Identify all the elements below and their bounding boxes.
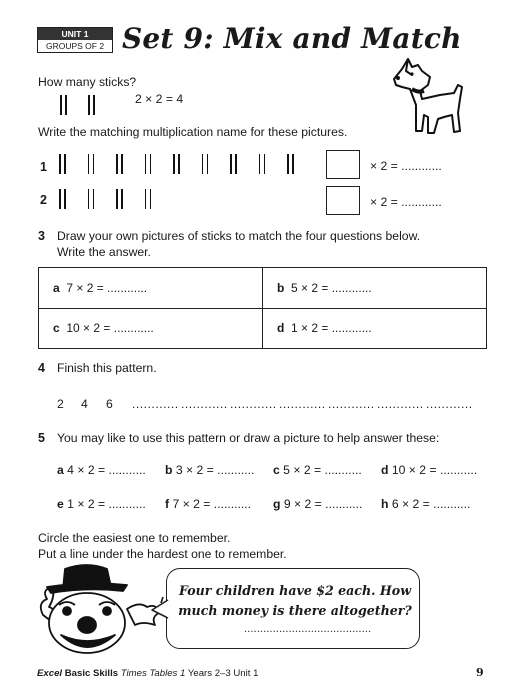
q5-item-f[interactable]: f 7 × 2 = ........... (165, 497, 252, 511)
q4-blank[interactable]: ............ (181, 397, 228, 411)
q5-instruction: You may like to use this pattern or draw a picture to help answer these: (57, 431, 440, 445)
q3-grid (38, 267, 487, 349)
q4-pattern-1: 2 (57, 397, 64, 411)
q3-cell-a[interactable]: a 7 × 2 = ............ (39, 268, 263, 309)
closing-line1: Circle the easiest one to remember. (38, 531, 231, 545)
q4-pattern-3: 6 (106, 397, 113, 411)
q1-answer-box[interactable] (326, 150, 360, 179)
stick (287, 154, 289, 174)
bubble-line2: much money is there altogether? (178, 603, 412, 618)
q1-equation: × 2 = ............ (370, 159, 442, 173)
q5-item-b[interactable]: b 3 × 2 = ........... (165, 463, 255, 477)
stick (59, 154, 61, 174)
q5-item-c[interactable]: c 5 × 2 = ........... (273, 463, 362, 477)
unit-label: UNIT 1 (38, 28, 112, 40)
stick (292, 154, 294, 174)
q2-answer-box[interactable] (326, 186, 360, 215)
bubble-line1: Four children have $2 each. How (178, 583, 412, 598)
stick (121, 189, 123, 209)
stick (173, 154, 175, 174)
stick (116, 154, 118, 174)
stick (93, 154, 95, 174)
q3-number: 3 (38, 229, 45, 243)
stick (150, 154, 152, 174)
q4-blank[interactable]: ............ (328, 397, 375, 411)
q5-item-g[interactable]: g 9 × 2 = ........... (273, 497, 363, 511)
footer-credit: Excel Basic Skills Times Tables 1 Years 2–3 Unit 1 (37, 668, 259, 679)
example-equation: 2 × 2 = 4 (135, 92, 184, 106)
q4-blank[interactable]: ............ (132, 397, 179, 411)
q5-item-e[interactable]: e 1 × 2 = ........... (57, 497, 146, 511)
speech-bubble-tail (150, 598, 170, 620)
q1-number: 1 (40, 160, 47, 174)
q4-blank[interactable]: ............ (426, 397, 473, 411)
stick (202, 154, 204, 174)
q5-item-a[interactable]: a 4 × 2 = ........... (57, 463, 146, 477)
q5-number: 5 (38, 431, 45, 445)
q5-item-h[interactable]: h 6 × 2 = ........... (381, 497, 471, 511)
intro-question: How many sticks? (38, 75, 137, 89)
stick (150, 189, 152, 209)
q4-blank[interactable]: ............ (279, 397, 326, 411)
stick (230, 154, 232, 174)
stick (121, 154, 123, 174)
dog-illustration (388, 55, 468, 140)
q4-blank[interactable]: ............ (230, 397, 277, 411)
q4-number: 4 (38, 361, 45, 375)
q2-number: 2 (40, 193, 47, 207)
q3-cell-d[interactable]: d 1 × 2 = ............ (263, 308, 487, 349)
stick (88, 189, 90, 209)
stick (264, 154, 266, 174)
stick (64, 154, 66, 174)
stick (59, 189, 61, 209)
stick (235, 154, 237, 174)
stick (178, 154, 180, 174)
stick (64, 189, 66, 209)
q3-instruction-line1: Draw your own pictures of sticks to match the four questions below. (57, 229, 421, 243)
stick (207, 154, 209, 174)
q3-instruction-line2: Write the answer. (57, 245, 151, 259)
page-title: Set 9: Mix and Match (122, 22, 462, 55)
stick (145, 154, 147, 174)
stick (93, 189, 95, 209)
stick (259, 154, 261, 174)
bubble-answer-line[interactable]: ........................................ (244, 624, 372, 635)
q3-cell-b[interactable]: b 5 × 2 = ............ (263, 268, 487, 309)
intro-instruction: Write the matching multiplication name for these pictures. (38, 125, 348, 139)
unit-topic: GROUPS OF 2 (38, 40, 112, 52)
q3-cell-c[interactable]: c 10 × 2 = ............ (39, 308, 263, 349)
q4-instruction: Finish this pattern. (57, 361, 157, 375)
q4-blank[interactable]: ............ (377, 397, 424, 411)
stick (145, 189, 147, 209)
unit-badge (37, 27, 113, 53)
q4-pattern-2: 4 (81, 397, 88, 411)
stick (88, 154, 90, 174)
page-number: 9 (476, 666, 484, 679)
stick (116, 189, 118, 209)
q2-equation: × 2 = ............ (370, 195, 442, 209)
q5-item-d[interactable]: d 10 × 2 = ........... (381, 463, 478, 477)
closing-line2: Put a line under the hardest one to remember. (38, 547, 287, 561)
bubble-question (176, 581, 414, 621)
